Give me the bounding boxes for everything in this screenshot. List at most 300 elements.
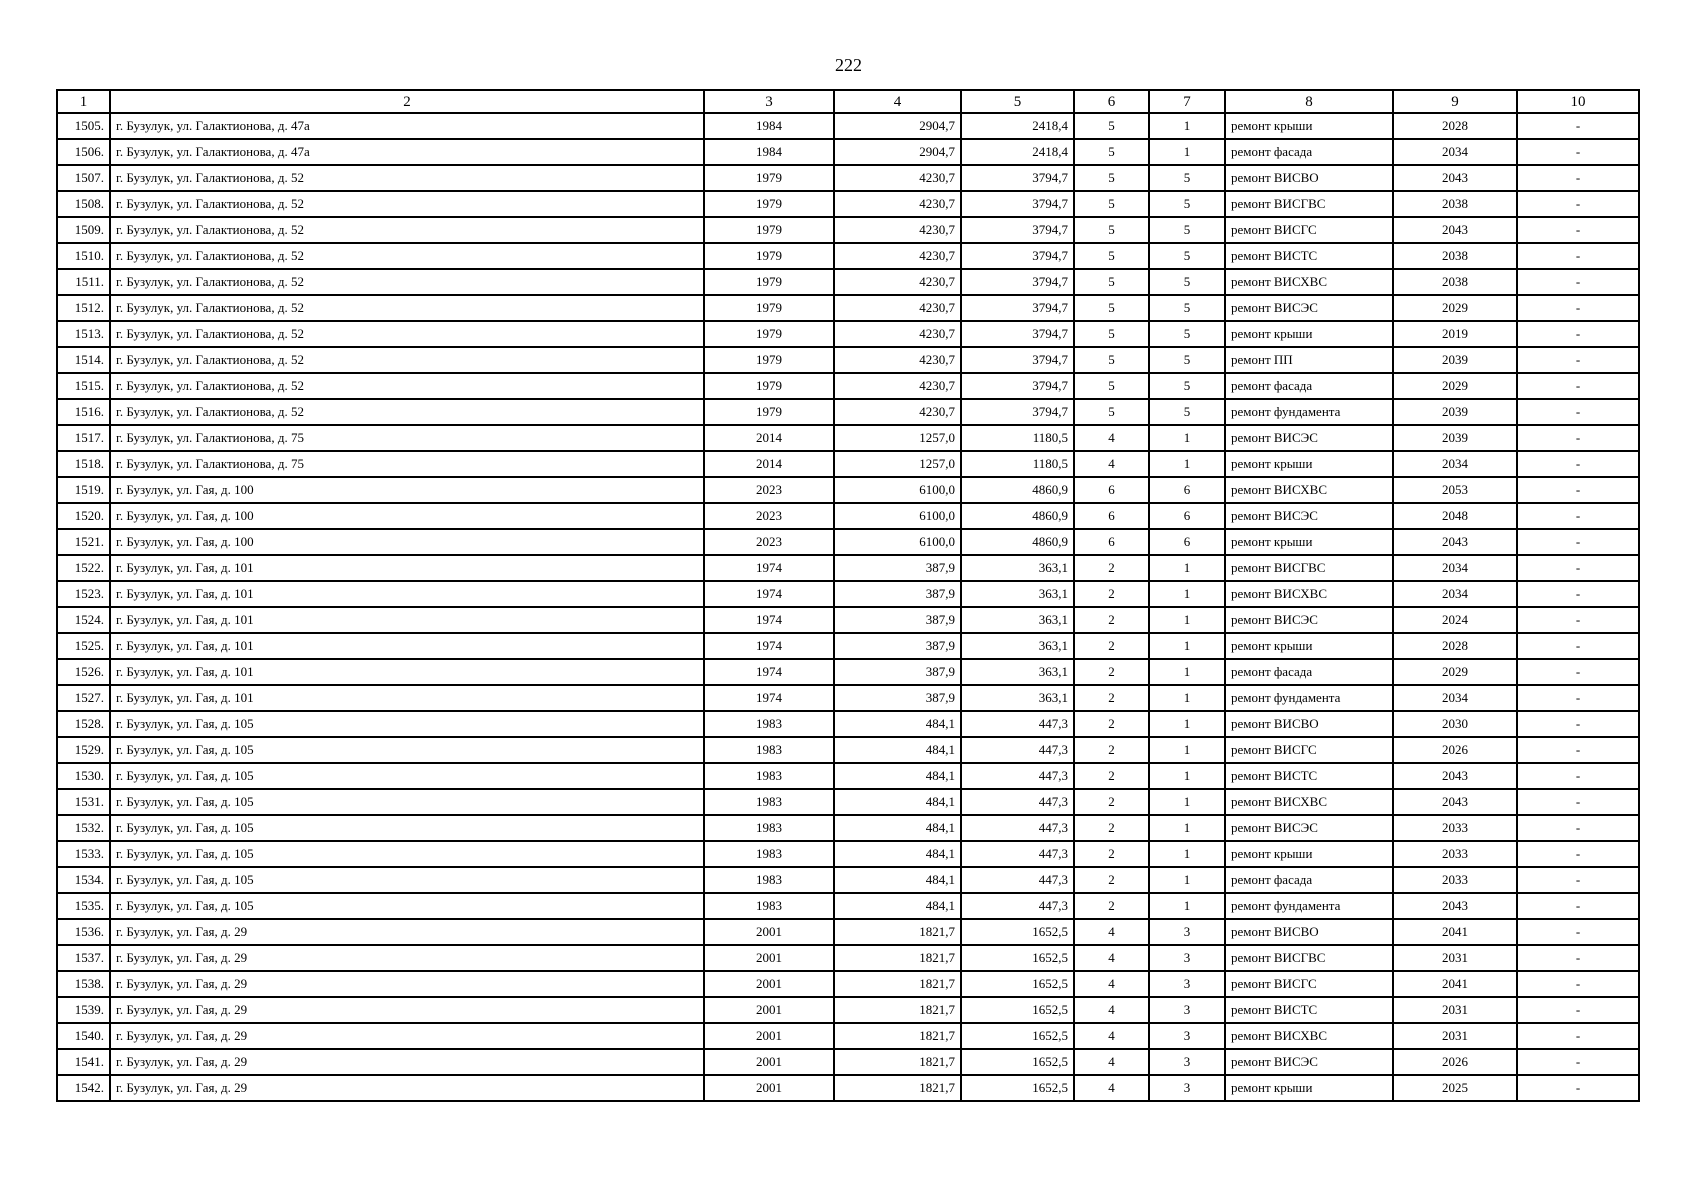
cell-work-type: ремонт крыши: [1225, 1075, 1393, 1101]
cell-entrances: 3: [1149, 997, 1225, 1023]
cell-note: -: [1517, 425, 1639, 451]
table-row: [57, 763, 1639, 789]
cell-total-area: 1257,0: [834, 451, 961, 477]
table-row: [57, 1023, 1639, 1049]
cell-year-built: 2014: [704, 451, 834, 477]
cell-year-built: 1979: [704, 347, 834, 373]
cell-floors: 5: [1074, 295, 1149, 321]
cell-work-type: ремонт фасада: [1225, 139, 1393, 165]
cell-entrances: 1: [1149, 113, 1225, 139]
cell-living-area: 1652,5: [961, 1075, 1074, 1101]
cell-year-built: 1983: [704, 711, 834, 737]
table-row: [57, 139, 1639, 165]
cell-living-area: 3794,7: [961, 269, 1074, 295]
cell-note: -: [1517, 815, 1639, 841]
cell-address: г. Бузулук, ул. Галактионова, д. 52: [110, 243, 704, 269]
cell-total-area: 4230,7: [834, 165, 961, 191]
cell-entrances: 6: [1149, 503, 1225, 529]
cell-row-number: 1514.: [57, 347, 110, 373]
cell-address: г. Бузулук, ул. Галактионова, д. 52: [110, 269, 704, 295]
cell-living-area: 1652,5: [961, 1049, 1074, 1075]
cell-planned-year: 2041: [1393, 971, 1517, 997]
cell-planned-year: 2053: [1393, 477, 1517, 503]
cell-entrances: 5: [1149, 347, 1225, 373]
cell-living-area: 3794,7: [961, 321, 1074, 347]
cell-living-area: 363,1: [961, 581, 1074, 607]
cell-floors: 6: [1074, 503, 1149, 529]
cell-note: -: [1517, 581, 1639, 607]
cell-note: -: [1517, 789, 1639, 815]
cell-total-area: 484,1: [834, 815, 961, 841]
cell-note: -: [1517, 321, 1639, 347]
cell-entrances: 1: [1149, 555, 1225, 581]
cell-work-type: ремонт ВИСЭС: [1225, 503, 1393, 529]
cell-work-type: ремонт ВИСЭС: [1225, 815, 1393, 841]
cell-floors: 2: [1074, 685, 1149, 711]
cell-living-area: 447,3: [961, 815, 1074, 841]
table-row: [57, 373, 1639, 399]
cell-planned-year: 2039: [1393, 425, 1517, 451]
cell-total-area: 1821,7: [834, 1049, 961, 1075]
cell-living-area: 3794,7: [961, 191, 1074, 217]
cell-planned-year: 2024: [1393, 607, 1517, 633]
cell-floors: 2: [1074, 815, 1149, 841]
cell-entrances: 1: [1149, 893, 1225, 919]
column-header-note: 10: [1517, 90, 1639, 113]
cell-planned-year: 2029: [1393, 659, 1517, 685]
cell-year-built: 1974: [704, 633, 834, 659]
cell-row-number: 1517.: [57, 425, 110, 451]
cell-note: -: [1517, 399, 1639, 425]
cell-entrances: 5: [1149, 243, 1225, 269]
cell-work-type: ремонт крыши: [1225, 451, 1393, 477]
cell-work-type: ремонт ВИСЭС: [1225, 1049, 1393, 1075]
cell-floors: 2: [1074, 711, 1149, 737]
cell-row-number: 1537.: [57, 945, 110, 971]
cell-work-type: ремонт ВИСХВС: [1225, 581, 1393, 607]
cell-work-type: ремонт фундамента: [1225, 893, 1393, 919]
column-header-address: 2: [110, 90, 704, 113]
cell-floors: 2: [1074, 893, 1149, 919]
table-row: [57, 997, 1639, 1023]
table-row: [57, 789, 1639, 815]
cell-note: -: [1517, 1075, 1639, 1101]
cell-work-type: ремонт ВИСВО: [1225, 165, 1393, 191]
cell-address: г. Бузулук, ул. Галактионова, д. 75: [110, 425, 704, 451]
cell-planned-year: 2029: [1393, 373, 1517, 399]
cell-note: -: [1517, 243, 1639, 269]
cell-entrances: 1: [1149, 711, 1225, 737]
table-row: [57, 425, 1639, 451]
cell-living-area: 3794,7: [961, 165, 1074, 191]
cell-row-number: 1529.: [57, 737, 110, 763]
cell-year-built: 2001: [704, 997, 834, 1023]
cell-living-area: 1652,5: [961, 945, 1074, 971]
cell-row-number: 1540.: [57, 1023, 110, 1049]
table-row: [57, 1049, 1639, 1075]
cell-note: -: [1517, 529, 1639, 555]
cell-living-area: 4860,9: [961, 477, 1074, 503]
table-row: [57, 893, 1639, 919]
cell-row-number: 1527.: [57, 685, 110, 711]
cell-total-area: 387,9: [834, 659, 961, 685]
cell-planned-year: 2039: [1393, 399, 1517, 425]
cell-work-type: ремонт ВИСТС: [1225, 243, 1393, 269]
cell-planned-year: 2038: [1393, 191, 1517, 217]
cell-planned-year: 2043: [1393, 763, 1517, 789]
cell-work-type: ремонт фундамента: [1225, 399, 1393, 425]
cell-note: -: [1517, 165, 1639, 191]
cell-floors: 4: [1074, 1023, 1149, 1049]
cell-planned-year: 2019: [1393, 321, 1517, 347]
cell-address: г. Бузулук, ул. Галактионова, д. 52: [110, 165, 704, 191]
cell-year-built: 1984: [704, 113, 834, 139]
cell-total-area: 4230,7: [834, 191, 961, 217]
cell-total-area: 2904,7: [834, 139, 961, 165]
cell-row-number: 1507.: [57, 165, 110, 191]
cell-total-area: 1821,7: [834, 1075, 961, 1101]
cell-total-area: 1821,7: [834, 971, 961, 997]
cell-work-type: ремонт ВИСХВС: [1225, 1023, 1393, 1049]
cell-total-area: 387,9: [834, 685, 961, 711]
cell-total-area: 387,9: [834, 555, 961, 581]
cell-note: -: [1517, 269, 1639, 295]
cell-entrances: 5: [1149, 295, 1225, 321]
cell-work-type: ремонт ВИСВО: [1225, 711, 1393, 737]
cell-note: -: [1517, 451, 1639, 477]
cell-floors: 5: [1074, 165, 1149, 191]
cell-floors: 4: [1074, 997, 1149, 1023]
table-row: [57, 529, 1639, 555]
cell-year-built: 1979: [704, 243, 834, 269]
cell-note: -: [1517, 867, 1639, 893]
cell-address: г. Бузулук, ул. Галактионова, д. 52: [110, 399, 704, 425]
cell-total-area: 2904,7: [834, 113, 961, 139]
column-header-entrances: 7: [1149, 90, 1225, 113]
cell-year-built: 1974: [704, 685, 834, 711]
cell-entrances: 3: [1149, 945, 1225, 971]
cell-note: -: [1517, 737, 1639, 763]
cell-floors: 2: [1074, 737, 1149, 763]
cell-total-area: 484,1: [834, 737, 961, 763]
cell-year-built: 1979: [704, 217, 834, 243]
cell-planned-year: 2043: [1393, 217, 1517, 243]
cell-living-area: 3794,7: [961, 347, 1074, 373]
table-row: [57, 919, 1639, 945]
cell-entrances: 3: [1149, 971, 1225, 997]
cell-note: -: [1517, 945, 1639, 971]
cell-work-type: ремонт фундамента: [1225, 685, 1393, 711]
cell-planned-year: 2031: [1393, 945, 1517, 971]
cell-floors: 4: [1074, 1049, 1149, 1075]
cell-address: г. Бузулук, ул. Гая, д. 105: [110, 737, 704, 763]
table-row: [57, 737, 1639, 763]
cell-total-area: 484,1: [834, 867, 961, 893]
cell-living-area: 3794,7: [961, 217, 1074, 243]
cell-address: г. Бузулук, ул. Галактионова, д. 52: [110, 191, 704, 217]
cell-total-area: 4230,7: [834, 295, 961, 321]
cell-total-area: 1821,7: [834, 945, 961, 971]
cell-planned-year: 2038: [1393, 269, 1517, 295]
cell-living-area: 447,3: [961, 789, 1074, 815]
cell-living-area: 363,1: [961, 685, 1074, 711]
repair-schedule-table: [56, 89, 1640, 1102]
cell-living-area: 447,3: [961, 841, 1074, 867]
cell-note: -: [1517, 659, 1639, 685]
cell-floors: 5: [1074, 373, 1149, 399]
cell-total-area: 4230,7: [834, 347, 961, 373]
cell-address: г. Бузулук, ул. Гая, д. 105: [110, 893, 704, 919]
cell-address: г. Бузулук, ул. Гая, д. 29: [110, 1075, 704, 1101]
cell-year-built: 1983: [704, 789, 834, 815]
column-header-row-number: 1: [57, 90, 110, 113]
cell-planned-year: 2043: [1393, 165, 1517, 191]
cell-row-number: 1511.: [57, 269, 110, 295]
cell-planned-year: 2048: [1393, 503, 1517, 529]
cell-planned-year: 2033: [1393, 815, 1517, 841]
cell-year-built: 1979: [704, 295, 834, 321]
cell-note: -: [1517, 347, 1639, 373]
cell-planned-year: 2028: [1393, 113, 1517, 139]
cell-row-number: 1516.: [57, 399, 110, 425]
cell-planned-year: 2043: [1393, 789, 1517, 815]
column-header-total-area: 4: [834, 90, 961, 113]
cell-row-number: 1518.: [57, 451, 110, 477]
cell-year-built: 1983: [704, 763, 834, 789]
cell-floors: 4: [1074, 971, 1149, 997]
cell-total-area: 4230,7: [834, 399, 961, 425]
cell-entrances: 5: [1149, 191, 1225, 217]
cell-address: г. Бузулук, ул. Гая, д. 105: [110, 841, 704, 867]
cell-entrances: 1: [1149, 789, 1225, 815]
cell-year-built: 1983: [704, 893, 834, 919]
cell-living-area: 1652,5: [961, 919, 1074, 945]
cell-total-area: 484,1: [834, 789, 961, 815]
cell-row-number: 1522.: [57, 555, 110, 581]
cell-floors: 6: [1074, 477, 1149, 503]
cell-entrances: 5: [1149, 399, 1225, 425]
cell-address: г. Бузулук, ул. Гая, д. 101: [110, 555, 704, 581]
table-row: [57, 659, 1639, 685]
cell-row-number: 1541.: [57, 1049, 110, 1075]
table-row: [57, 295, 1639, 321]
table-row: [57, 971, 1639, 997]
cell-total-area: 387,9: [834, 633, 961, 659]
cell-floors: 5: [1074, 243, 1149, 269]
cell-note: -: [1517, 217, 1639, 243]
cell-planned-year: 2034: [1393, 555, 1517, 581]
cell-total-area: 387,9: [834, 607, 961, 633]
column-header-floors: 6: [1074, 90, 1149, 113]
cell-address: г. Бузулук, ул. Галактионова, д. 52: [110, 373, 704, 399]
cell-entrances: 1: [1149, 867, 1225, 893]
cell-planned-year: 2033: [1393, 841, 1517, 867]
cell-floors: 5: [1074, 321, 1149, 347]
table-row: [57, 451, 1639, 477]
cell-year-built: 1983: [704, 867, 834, 893]
header-row: [57, 90, 1639, 113]
cell-address: г. Бузулук, ул. Гая, д. 101: [110, 607, 704, 633]
table-row: [57, 555, 1639, 581]
cell-work-type: ремонт фасада: [1225, 373, 1393, 399]
cell-entrances: 1: [1149, 451, 1225, 477]
table-row: [57, 347, 1639, 373]
cell-note: -: [1517, 555, 1639, 581]
cell-year-built: 2001: [704, 919, 834, 945]
table-row: [57, 321, 1639, 347]
cell-row-number: 1513.: [57, 321, 110, 347]
cell-row-number: 1519.: [57, 477, 110, 503]
cell-floors: 4: [1074, 945, 1149, 971]
cell-work-type: ремонт ВИСТС: [1225, 763, 1393, 789]
cell-planned-year: 2029: [1393, 295, 1517, 321]
cell-year-built: 1974: [704, 581, 834, 607]
cell-total-area: 4230,7: [834, 373, 961, 399]
cell-living-area: 363,1: [961, 607, 1074, 633]
cell-note: -: [1517, 997, 1639, 1023]
cell-floors: 2: [1074, 789, 1149, 815]
cell-living-area: 447,3: [961, 867, 1074, 893]
cell-address: г. Бузулук, ул. Гая, д. 105: [110, 867, 704, 893]
table-row: [57, 685, 1639, 711]
cell-year-built: 1974: [704, 659, 834, 685]
cell-total-area: 484,1: [834, 893, 961, 919]
cell-entrances: 1: [1149, 139, 1225, 165]
cell-work-type: ремонт крыши: [1225, 841, 1393, 867]
cell-work-type: ремонт ПП: [1225, 347, 1393, 373]
table-row: [57, 841, 1639, 867]
cell-row-number: 1534.: [57, 867, 110, 893]
cell-year-built: 2001: [704, 1049, 834, 1075]
cell-work-type: ремонт ВИСЭС: [1225, 295, 1393, 321]
cell-entrances: 3: [1149, 1075, 1225, 1101]
cell-total-area: 4230,7: [834, 217, 961, 243]
cell-year-built: 2001: [704, 1075, 834, 1101]
column-header-year-built: 3: [704, 90, 834, 113]
cell-note: -: [1517, 373, 1639, 399]
cell-floors: 4: [1074, 919, 1149, 945]
cell-floors: 5: [1074, 269, 1149, 295]
cell-work-type: ремонт ВИСЭС: [1225, 607, 1393, 633]
cell-floors: 4: [1074, 1075, 1149, 1101]
cell-row-number: 1509.: [57, 217, 110, 243]
cell-floors: 5: [1074, 347, 1149, 373]
cell-work-type: ремонт ВИСХВС: [1225, 789, 1393, 815]
cell-living-area: 3794,7: [961, 373, 1074, 399]
cell-row-number: 1532.: [57, 815, 110, 841]
cell-total-area: 1821,7: [834, 919, 961, 945]
cell-row-number: 1539.: [57, 997, 110, 1023]
cell-entrances: 6: [1149, 477, 1225, 503]
cell-floors: 2: [1074, 841, 1149, 867]
cell-entrances: 1: [1149, 659, 1225, 685]
cell-planned-year: 2039: [1393, 347, 1517, 373]
cell-planned-year: 2034: [1393, 139, 1517, 165]
cell-total-area: 387,9: [834, 581, 961, 607]
cell-floors: 6: [1074, 529, 1149, 555]
cell-planned-year: 2031: [1393, 997, 1517, 1023]
cell-planned-year: 2030: [1393, 711, 1517, 737]
cell-entrances: 5: [1149, 373, 1225, 399]
cell-living-area: 363,1: [961, 659, 1074, 685]
cell-living-area: 3794,7: [961, 399, 1074, 425]
cell-entrances: 1: [1149, 763, 1225, 789]
cell-address: г. Бузулук, ул. Галактионова, д. 47а: [110, 113, 704, 139]
cell-address: г. Бузулук, ул. Галактионова, д. 52: [110, 347, 704, 373]
cell-planned-year: 2041: [1393, 919, 1517, 945]
cell-year-built: 2023: [704, 503, 834, 529]
cell-work-type: ремонт крыши: [1225, 529, 1393, 555]
column-header-work-type: 8: [1225, 90, 1393, 113]
table-row: [57, 477, 1639, 503]
cell-entrances: 1: [1149, 581, 1225, 607]
cell-row-number: 1515.: [57, 373, 110, 399]
cell-address: г. Бузулук, ул. Гая, д. 105: [110, 789, 704, 815]
cell-planned-year: 2033: [1393, 867, 1517, 893]
cell-note: -: [1517, 919, 1639, 945]
cell-row-number: 1505.: [57, 113, 110, 139]
table-row: [57, 867, 1639, 893]
cell-address: г. Бузулук, ул. Гая, д. 100: [110, 477, 704, 503]
cell-entrances: 1: [1149, 607, 1225, 633]
cell-year-built: 2001: [704, 971, 834, 997]
table-row: [57, 165, 1639, 191]
cell-entrances: 1: [1149, 633, 1225, 659]
cell-work-type: ремонт ВИСГС: [1225, 737, 1393, 763]
cell-total-area: 1257,0: [834, 425, 961, 451]
cell-living-area: 1652,5: [961, 1023, 1074, 1049]
cell-address: г. Бузулук, ул. Гая, д. 29: [110, 1049, 704, 1075]
cell-row-number: 1523.: [57, 581, 110, 607]
cell-year-built: 1984: [704, 139, 834, 165]
cell-address: г. Бузулук, ул. Галактионова, д. 52: [110, 321, 704, 347]
cell-note: -: [1517, 503, 1639, 529]
cell-work-type: ремонт ВИСГВС: [1225, 191, 1393, 217]
cell-total-area: 4230,7: [834, 269, 961, 295]
cell-entrances: 1: [1149, 841, 1225, 867]
cell-address: г. Бузулук, ул. Гая, д. 29: [110, 919, 704, 945]
cell-work-type: ремонт ВИСГС: [1225, 217, 1393, 243]
cell-address: г. Бузулук, ул. Гая, д. 101: [110, 581, 704, 607]
cell-total-area: 1821,7: [834, 1023, 961, 1049]
cell-year-built: 1979: [704, 373, 834, 399]
cell-entrances: 5: [1149, 165, 1225, 191]
cell-note: -: [1517, 1023, 1639, 1049]
cell-row-number: 1533.: [57, 841, 110, 867]
cell-row-number: 1531.: [57, 789, 110, 815]
cell-living-area: 2418,4: [961, 113, 1074, 139]
cell-row-number: 1521.: [57, 529, 110, 555]
cell-note: -: [1517, 607, 1639, 633]
cell-work-type: ремонт фасада: [1225, 659, 1393, 685]
cell-planned-year: 2026: [1393, 737, 1517, 763]
cell-work-type: ремонт крыши: [1225, 633, 1393, 659]
cell-row-number: 1510.: [57, 243, 110, 269]
cell-row-number: 1530.: [57, 763, 110, 789]
cell-address: г. Бузулук, ул. Гая, д. 29: [110, 971, 704, 997]
cell-living-area: 363,1: [961, 633, 1074, 659]
cell-living-area: 1180,5: [961, 451, 1074, 477]
cell-floors: 2: [1074, 581, 1149, 607]
cell-living-area: 447,3: [961, 763, 1074, 789]
cell-entrances: 1: [1149, 425, 1225, 451]
cell-entrances: 1: [1149, 815, 1225, 841]
cell-floors: 2: [1074, 555, 1149, 581]
cell-planned-year: 2034: [1393, 685, 1517, 711]
cell-note: -: [1517, 893, 1639, 919]
cell-planned-year: 2026: [1393, 1049, 1517, 1075]
cell-note: -: [1517, 191, 1639, 217]
